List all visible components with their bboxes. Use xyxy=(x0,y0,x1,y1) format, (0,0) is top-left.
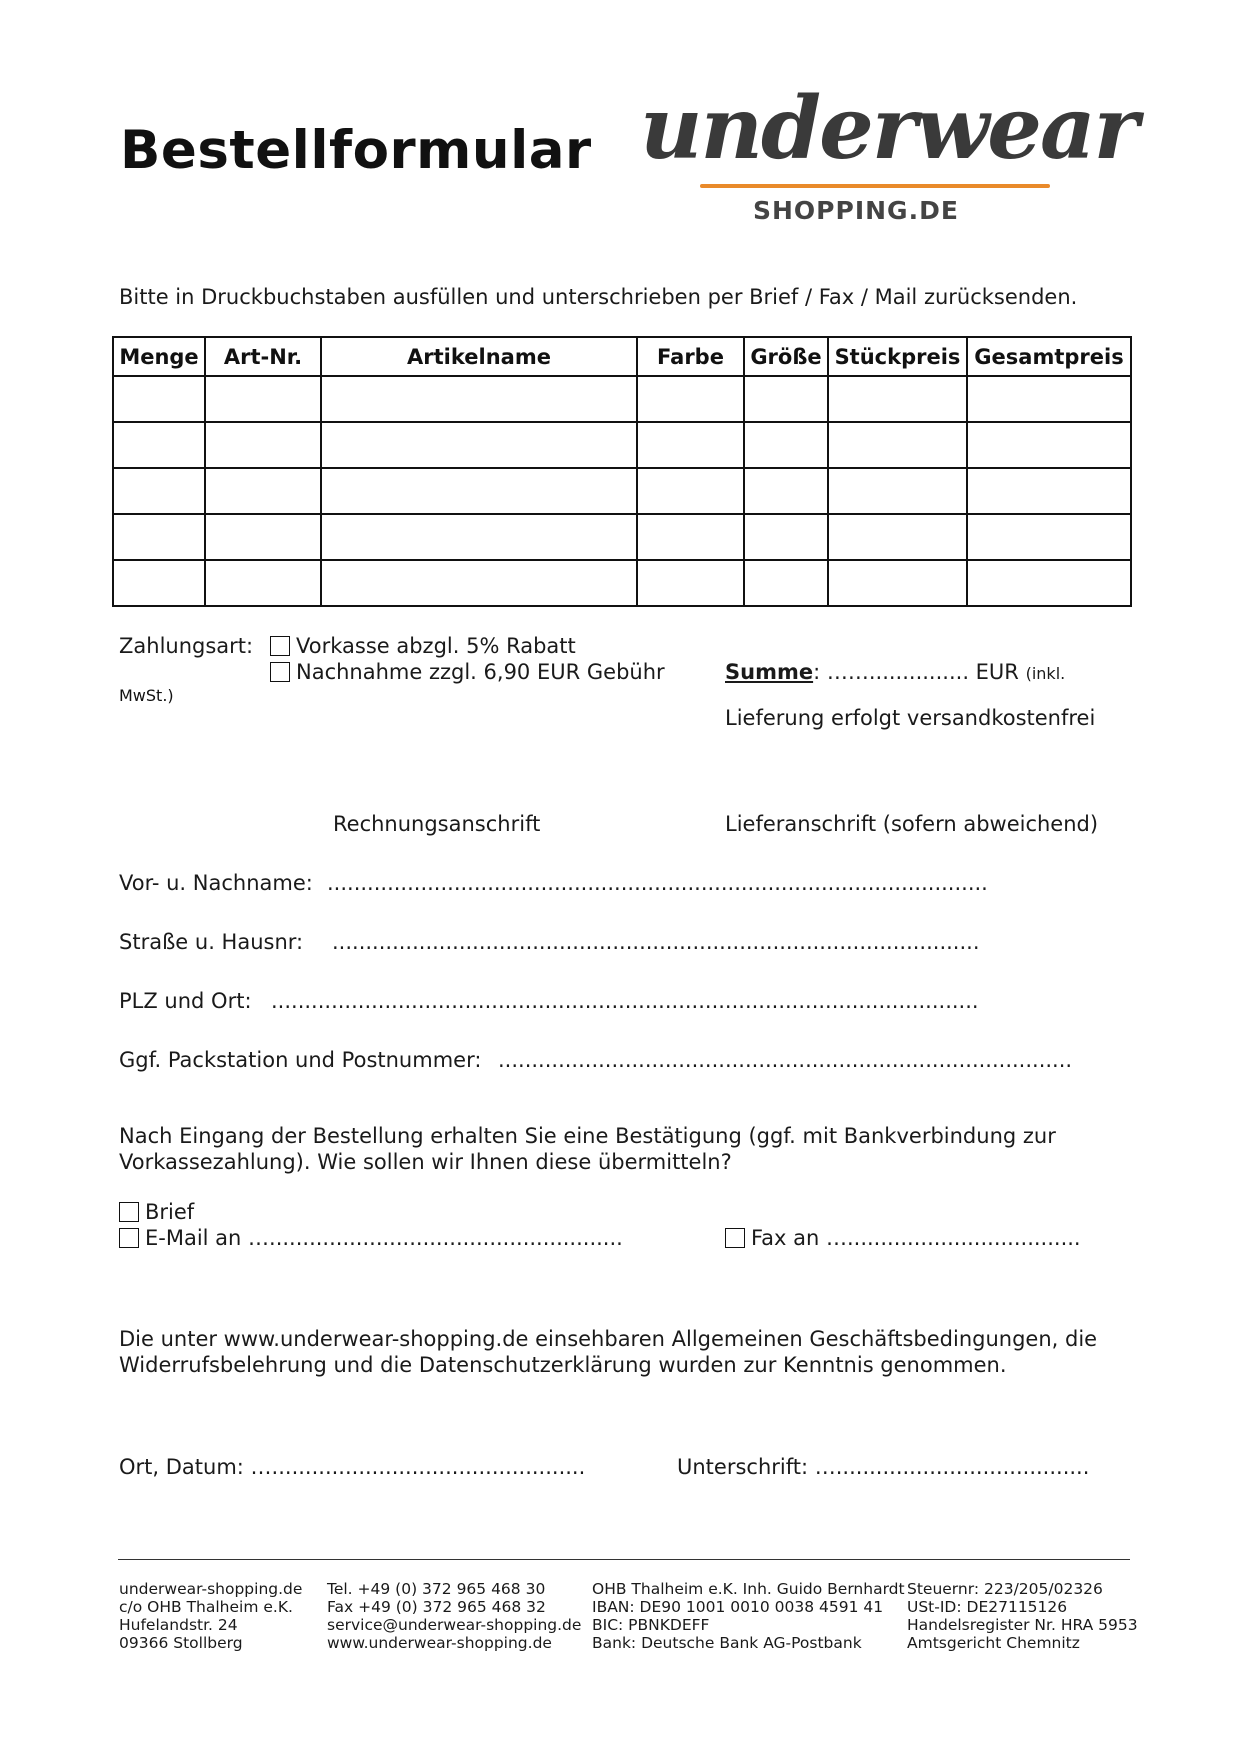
table-cell[interactable] xyxy=(205,514,321,560)
table-cell[interactable] xyxy=(113,514,205,560)
table-cell[interactable] xyxy=(637,468,744,514)
footer-line: Fax +49 (0) 372 965 468 32 xyxy=(327,1598,546,1616)
footer-line: Handelsregister Nr. HRA 5953 xyxy=(907,1616,1138,1634)
column-header: Größe xyxy=(744,337,828,376)
option-label: Nachnahme zzgl. 6,90 EUR Gebühr xyxy=(296,660,665,684)
table-row xyxy=(113,422,1131,468)
table-cell[interactable] xyxy=(321,376,637,422)
table-cell[interactable] xyxy=(744,376,828,422)
logo-subtitle: SHOPPING.DE xyxy=(753,196,959,225)
footer-line: Amtsgericht Chemnitz xyxy=(907,1634,1080,1652)
signature-field[interactable]: Unterschrift: …...................................... xyxy=(677,1455,1090,1479)
table-cell[interactable] xyxy=(744,560,828,606)
table-cell[interactable] xyxy=(967,468,1131,514)
footer-line: Bank: Deutsche Bank AG-Postbank xyxy=(592,1634,862,1652)
table-cell[interactable] xyxy=(637,560,744,606)
terms-text-2: Widerrufsbelehrung und die Datenschutzerklärung wurden zur Kenntnis genommen. xyxy=(119,1353,1007,1377)
option-label: Brief xyxy=(145,1200,195,1224)
table-cell[interactable] xyxy=(205,376,321,422)
confirm-option-letter[interactable] xyxy=(119,1200,194,1224)
fax-field[interactable]: Fax an …................................... xyxy=(751,1226,1081,1250)
shipping-note: Lieferung erfolgt versandkostenfrei xyxy=(725,706,1096,730)
footer-line: www.underwear-shopping.de xyxy=(327,1634,552,1652)
packstation-label: Ggf. Packstation und Postnummer: xyxy=(119,1048,482,1072)
footer-line: service@underwear-shopping.de xyxy=(327,1616,582,1634)
logo-underline xyxy=(700,184,1050,188)
sum-line xyxy=(725,660,1065,684)
footer-line: IBAN: DE90 1001 0010 0038 4591 41 xyxy=(592,1598,884,1616)
table-cell[interactable] xyxy=(828,560,967,606)
column-header: Artikelname xyxy=(321,337,637,376)
column-header: Farbe xyxy=(637,337,744,376)
city-field[interactable]: .......................................................................................................... xyxy=(271,989,979,1013)
table-cell[interactable] xyxy=(828,376,967,422)
table-cell[interactable] xyxy=(113,468,205,514)
city-label: PLZ und Ort: xyxy=(119,989,252,1013)
column-header: Gesamtpreis xyxy=(967,337,1131,376)
table-cell[interactable] xyxy=(828,514,967,560)
checkbox[interactable] xyxy=(270,662,290,682)
table-cell[interactable] xyxy=(321,422,637,468)
table-cell[interactable] xyxy=(828,422,967,468)
table-cell[interactable] xyxy=(637,514,744,560)
table-cell[interactable] xyxy=(744,468,828,514)
table-cell[interactable] xyxy=(113,560,205,606)
confirmation-text-1: Nach Eingang der Bestellung erhalten Sie eine Bestätigung (ggf. mit Bankverbindung zur xyxy=(119,1124,1056,1148)
table-row xyxy=(113,560,1131,606)
table-cell[interactable] xyxy=(828,468,967,514)
page-title: Bestellformular xyxy=(120,120,592,181)
column-header: Menge xyxy=(113,337,205,376)
billing-address-header: Rechnungsanschrift xyxy=(333,812,541,836)
brand-logo xyxy=(640,78,1137,233)
sum-label: Summe xyxy=(725,660,814,684)
email-field[interactable]: E-Mail an …..................................................... xyxy=(145,1226,623,1250)
footer-divider xyxy=(118,1559,1130,1560)
street-field[interactable]: ................................................................................................. xyxy=(332,930,980,954)
confirm-option-email[interactable] xyxy=(119,1226,623,1250)
footer-line: Steuernr: 223/205/02326 xyxy=(907,1580,1103,1598)
order-table xyxy=(112,336,1132,607)
checkbox[interactable] xyxy=(725,1228,745,1248)
table-cell[interactable] xyxy=(744,422,828,468)
table-header-row xyxy=(113,337,1131,376)
footer-line: Hufelandstr. 24 xyxy=(119,1616,238,1634)
payment-option-cod[interactable] xyxy=(270,660,665,684)
footer-bank xyxy=(592,1580,905,1652)
footer-line: USt-ID: DE27115126 xyxy=(907,1598,1068,1616)
payment-label: Zahlungsart: xyxy=(119,634,254,658)
packstation-field[interactable]: ...................................................................................... xyxy=(498,1048,1073,1072)
terms-text-1: Die unter www.underwear-shopping.de einsehbaren Allgemeinen Geschäftsbedingungen, die xyxy=(119,1327,1098,1351)
sum-field[interactable]: ……............... EUR xyxy=(826,660,1019,684)
footer-legal xyxy=(907,1580,1138,1652)
table-cell[interactable] xyxy=(205,422,321,468)
table-cell[interactable] xyxy=(967,514,1131,560)
table-cell[interactable] xyxy=(967,560,1131,606)
table-cell[interactable] xyxy=(205,468,321,514)
payment-option-prepayment[interactable] xyxy=(270,634,576,658)
column-header: Stückpreis xyxy=(828,337,967,376)
table-row xyxy=(113,514,1131,560)
footer-line: c/o OHB Thalheim e.K. xyxy=(119,1598,293,1616)
option-label: Vorkasse abzgl. 5% Rabatt xyxy=(296,634,576,658)
sum-mwst: MwSt.) xyxy=(119,686,174,705)
column-header: Art-Nr. xyxy=(205,337,321,376)
name-label: Vor- u. Nachname: xyxy=(119,871,313,895)
checkbox[interactable] xyxy=(119,1202,139,1222)
table-cell[interactable] xyxy=(205,560,321,606)
footer-line: OHB Thalheim e.K. Inh. Guido Bernhardt xyxy=(592,1580,905,1598)
sum-inkl: (inkl. xyxy=(1025,664,1066,683)
name-field[interactable]: ................................................................................................... xyxy=(327,871,988,895)
footer-line: BIC: PBNKDEFF xyxy=(592,1616,710,1634)
table-cell[interactable] xyxy=(637,376,744,422)
footer-line: Tel. +49 (0) 372 965 468 30 xyxy=(327,1580,546,1598)
table-cell[interactable] xyxy=(113,376,205,422)
table-cell[interactable] xyxy=(967,422,1131,468)
logo-wordmark: underwear xyxy=(640,78,1137,179)
footer-contact xyxy=(327,1580,581,1652)
footer-line: 09366 Stollberg xyxy=(119,1634,243,1652)
footer-line: underwear-shopping.de xyxy=(119,1580,303,1598)
table-cell[interactable] xyxy=(967,376,1131,422)
table-cell[interactable] xyxy=(744,514,828,560)
instructions-text: Bitte in Druckbuchstaben ausfüllen und unterschrieben per Brief / Fax / Mail zurücksenden. xyxy=(119,285,1078,309)
table-cell[interactable] xyxy=(637,422,744,468)
table-cell[interactable] xyxy=(321,514,637,560)
table-cell[interactable] xyxy=(321,560,637,606)
table-cell[interactable] xyxy=(321,468,637,514)
confirmation-text-2: Vorkassezahlung). Wie sollen wir Ihnen diese übermitteln? xyxy=(119,1150,732,1174)
table-row xyxy=(113,376,1131,422)
footer-company xyxy=(119,1580,302,1652)
table-row xyxy=(113,468,1131,514)
sum-colon: : xyxy=(813,660,821,684)
checkbox[interactable] xyxy=(270,636,290,656)
table-cell[interactable] xyxy=(113,422,205,468)
place-date-field[interactable]: Ort, Datum: …............................................... xyxy=(119,1455,586,1479)
checkbox[interactable] xyxy=(119,1228,139,1248)
street-label: Straße u. Hausnr: xyxy=(119,930,304,954)
delivery-address-header: Lieferanschrift (sofern abweichend) xyxy=(725,812,1099,836)
confirm-option-fax[interactable] xyxy=(725,1226,1081,1250)
